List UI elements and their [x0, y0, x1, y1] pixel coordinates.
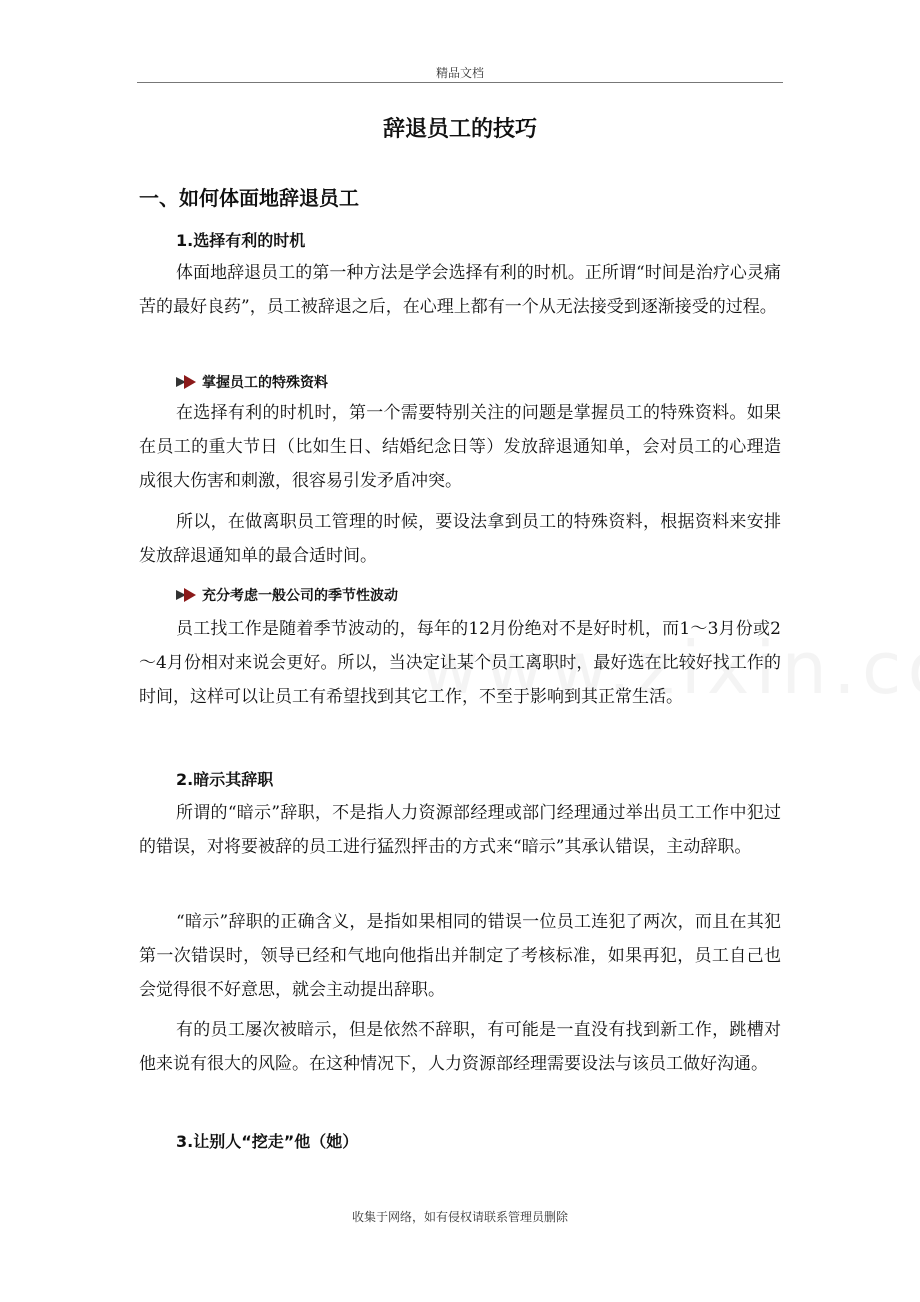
section-heading-1: 一、如何体面地辞退员工	[139, 186, 359, 210]
subsection-heading-1: 1.选择有利的时机	[176, 231, 306, 250]
arrow-bullet-icon	[176, 375, 196, 389]
document-title: 辞退员工的技巧	[382, 117, 537, 142]
paragraph: 体面地辞退员工的第一种方法是学会选择有利的时机。正所谓“时间是治疗心灵痛苦的最好良药”，员工被辞退之后，在心理上都有一个从无法接受到逐渐接受的过程。	[139, 263, 781, 317]
paragraph: 所以，在做离职员工管理的时候，要设法拿到员工的特殊资料，根据资料来安排发放辞退通知单的最合适时间。	[139, 512, 781, 566]
paragraph: 员工找工作是随着季节波动的，每年的12月份绝对不是好时机，而1～3月份或2～4月份相对来说会更好。所以，当决定让某个员工离职时，最好选在比较好找工作的时间，这样可以让员工有希望找到其它工作，不至于影响到其正常生活。	[139, 619, 781, 707]
paragraph: 有的员工屡次被暗示，但是依然不辞职，有可能是一直没有找到新工作，跳槽对他来说有很大的风险。在这种情况下，人力资源部经理需要设法与该员工做好沟通。	[139, 1020, 781, 1074]
bullet-heading-1	[176, 372, 328, 392]
paragraph: “暗示”辞职的正确含义，是指如果相同的错误一位员工连犯了两次，而且在其犯第一次错误时，领导已经和气地向他指出并制定了考核标准，如果再犯，员工自己也会觉得很不好意思，就会主动提出辞职。	[139, 912, 781, 1000]
bullet-heading-label: 充分考虑一般公司的季节性波动	[202, 588, 398, 604]
paragraph: 所谓的“暗示”辞职，不是指人力资源部经理或部门经理通过举出员工工作中犯过的错误，对将要被辞的员工进行猛烈抨击的方式来“暗示”其承认错误，主动辞职。	[139, 803, 781, 857]
header-divider	[137, 82, 783, 83]
arrow-bullet-icon	[176, 588, 196, 602]
bullet-heading-2	[176, 585, 398, 605]
paragraph: 在选择有利的时机时，第一个需要特别关注的问题是掌握员工的特殊资料。如果在员工的重大节日（比如生日、结婚纪念日等）发放辞退通知单，会对员工的心理造成很大伤害和刺激，很容易引发矛盾冲突。	[139, 403, 781, 491]
page-header: 精品文档	[435, 66, 484, 80]
subsection-heading-2: 2.暗示其辞职	[176, 770, 274, 789]
subsection-heading-3: 3.让别人“挖走”他（她）	[176, 1132, 359, 1151]
page-footer: 收集于网络，如有侵权请联系管理员删除	[351, 1210, 568, 1224]
bullet-heading-label: 掌握员工的特殊资料	[202, 375, 328, 391]
